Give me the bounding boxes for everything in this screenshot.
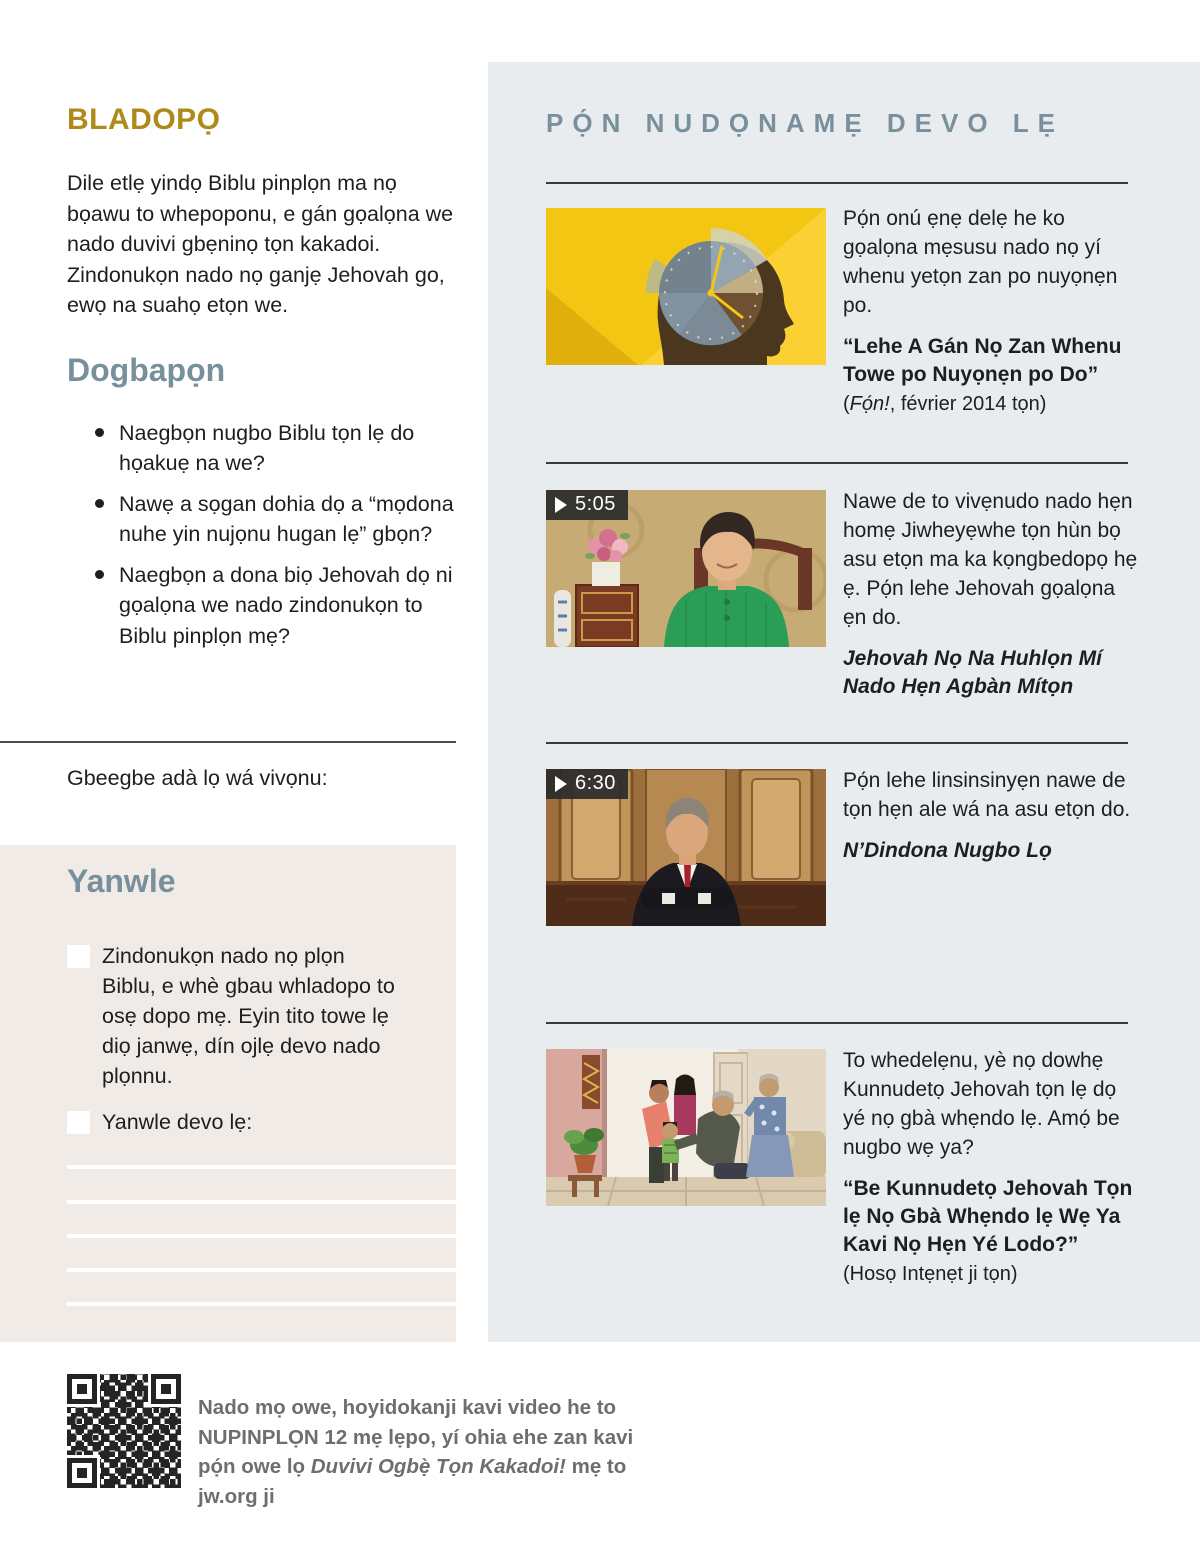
intro-paragraph: Dile etlẹ yindọ Biblu pinplọn ma nọ bọawu to whepoponu, e gán gọalọna we nado duvivi gbẹninọ tọn kakadoi. Zindonukọn nado nọ ganjẹ Jehovah go, ewọ na suahọ etọn we. <box>67 171 454 318</box>
question-item <box>67 560 459 650</box>
write-in-line[interactable] <box>67 1200 456 1204</box>
resource-thumbnail-video-woman[interactable] <box>546 490 826 647</box>
video-duration-badge <box>546 769 628 799</box>
video-duration-badge <box>546 490 628 520</box>
resource-thumbnail-video-husband[interactable] <box>546 769 826 926</box>
questions-heading: Dogbapọn <box>67 352 226 388</box>
resource-source: (Hosọ Intẹnẹt ji tọn) <box>843 1262 1018 1285</box>
resource-item <box>843 1047 1139 1288</box>
video-duration: 6:30 <box>575 772 616 794</box>
segment-complete-note: Gbeegbe adà lọ wá vivọnu: <box>67 766 328 790</box>
bullet-icon <box>95 428 104 437</box>
resource-title[interactable]: “Be Kunnudetọ Jehovah Tọn lẹ Nọ Gbà Whẹndo lẹ Wẹ Ya Kavi Nọ Hẹn Yé Lodo?” <box>843 1176 1133 1256</box>
question-item <box>67 489 459 549</box>
write-in-line[interactable] <box>67 1268 456 1272</box>
resource-item <box>843 205 1139 418</box>
write-in-line[interactable] <box>67 1165 456 1169</box>
source-magazine: Fọ́n! <box>849 392 890 415</box>
question-text: Naegbọn nugbo Biblu tọn lẹ do họakuẹ na we? <box>119 421 415 476</box>
goal-item <box>67 941 399 1091</box>
resource-thumbnail-family[interactable] <box>546 1049 826 1206</box>
qr-finder-icon <box>151 1374 181 1404</box>
goal-checkbox[interactable] <box>67 1111 90 1134</box>
write-in-line[interactable] <box>67 1234 456 1238</box>
resource-title[interactable]: N’Dindona Nugbo Lọ <box>843 838 1052 862</box>
resources-panel <box>488 62 1200 1342</box>
resource-description: To whedelẹnu, yè nọ dowhẹ Kunnudetọ Jehovah tọn lẹ dọ yé nọ gbà whẹndo lẹ. Amọ́ be nugbo wẹ ya? <box>843 1049 1120 1159</box>
time-management-illustration <box>546 208 826 365</box>
resource-description: Pọ́n lehe linsinsinyẹn nawe de tọn hẹn ale wá na asu etọn do. <box>843 769 1131 821</box>
question-item <box>67 418 459 478</box>
resource-item <box>843 767 1139 865</box>
goal-label: Zindonukọn nado nọ plọn Biblu, e whè gbau whladopo to osẹ dopo mẹ. Eyin tito towe lẹ diọ janwẹ, dín ojlẹ devo nado plọnnu. <box>102 944 395 1089</box>
footer-note <box>198 1393 668 1512</box>
resource-divider <box>546 182 1128 184</box>
intro-heading: BLADOPỌ <box>67 103 221 136</box>
footer-note-text: mẹ to jw.org ji <box>198 1455 627 1509</box>
video-duration: 5:05 <box>575 493 616 515</box>
resource-thumbnail-time-management[interactable] <box>546 208 826 365</box>
bullet-icon <box>95 499 104 508</box>
resource-item <box>843 488 1139 701</box>
qr-finder-icon <box>67 1458 97 1488</box>
resource-title[interactable]: “Lehe A Gán Nọ Zan Whenu Towe po Nuyọnẹn po Do” <box>843 334 1122 386</box>
goal-label: Yanwle devo lẹ: <box>102 1110 253 1134</box>
goals-box <box>0 845 456 1342</box>
question-text: Nawẹ a sọgan dohia dọ a “mọdona nuhe yin nujọnu hugan lẹ” gbọn? <box>119 492 454 547</box>
footer-note-text: Nado mọ owe, hoyidokanji kavi video he to NUPINPLỌN 12 mẹ lẹpo, yí ohia ehe zan kavi pọ́n owe lọ <box>198 1396 634 1479</box>
question-list <box>67 418 459 662</box>
qr-finder-icon <box>67 1374 97 1404</box>
resource-description: Pọ́n onú ẹnẹ delẹ he ko gọalọna mẹsusu nado nọ yí whenu yetọn zan po nuyọnẹn po. <box>843 207 1118 317</box>
source-open: ( <box>843 392 850 415</box>
play-icon <box>555 497 567 513</box>
write-in-line[interactable] <box>67 1302 456 1306</box>
resource-divider <box>546 1022 1128 1024</box>
section-divider <box>0 741 456 743</box>
qr-code-icon <box>67 1374 181 1488</box>
footer-publication-title: Duvivi Ogbẹ̀ Tọn Kakadoi! <box>310 1455 566 1479</box>
resource-divider <box>546 462 1128 464</box>
bullet-icon <box>95 570 104 579</box>
goals-heading: Yanwle <box>67 863 176 899</box>
resource-description: Nawe de to vivẹnudo nado hẹn homẹ Jiwheyẹwhe tọn hùn bọ asu etọn ma ka kọngbedopọ hẹ ẹ. Pọ́n lehe Jehovah gọalọna ẹn do. <box>843 490 1138 629</box>
play-icon <box>555 776 567 792</box>
family-greeting-photo <box>546 1049 826 1206</box>
source-rest: , février 2014 tọn) <box>889 392 1047 415</box>
question-text: Naegbọn a dona biọ Jehovah dọ ni gọalọna we nado zindonukọn to Biblu pinplọn mẹ? <box>119 563 453 648</box>
resource-source <box>843 391 1139 418</box>
resources-heading: PỌ́N NUDỌNAMẸ DEVO LẸ <box>546 108 1065 138</box>
goal-item <box>67 1107 399 1137</box>
resource-divider <box>546 742 1128 744</box>
goal-checkbox[interactable] <box>67 945 90 968</box>
resource-title[interactable]: Jehovah Nọ Na Huhlọn Mí Nado Hẹn Agbàn Mítọn <box>843 646 1103 698</box>
